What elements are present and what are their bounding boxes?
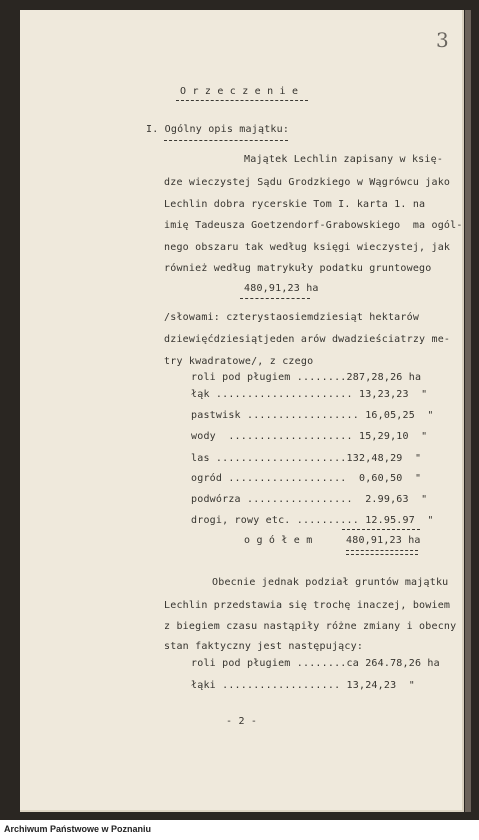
archive-footer <box>0 820 479 840</box>
item-leader: ..................... <box>209 453 347 464</box>
item-label: podwórza <box>191 494 241 505</box>
item-label: wody <box>191 431 216 442</box>
item-label: pastwisk <box>191 410 241 421</box>
item-label: roli pod pługiem <box>191 658 291 669</box>
item-leader: ........ <box>290 372 347 383</box>
item-label: roli pod pługiem <box>191 372 291 383</box>
item-label: ogród <box>191 473 223 484</box>
total-area-underline <box>240 298 310 299</box>
item-label: łąk <box>191 389 210 400</box>
slowami-line: try kwadratowe/, z czego <box>164 356 314 367</box>
item-value: 132,48,29 " <box>346 453 422 464</box>
list-item <box>191 453 421 465</box>
total-label: o g ó ł e m <box>244 535 313 546</box>
list-item <box>191 680 415 692</box>
item-leader: ................... <box>222 473 347 484</box>
item-leader: ........ <box>290 658 347 669</box>
sum-rule <box>342 529 420 530</box>
obecnie-line: Lechlin przedstawia się trochę inaczej, bowiem <box>164 600 451 611</box>
list-item <box>191 658 440 670</box>
slowami-line: /słowami: czterystaosiemdziesiąt hektarów <box>164 312 420 323</box>
item-value: 13,24,23 " <box>340 680 415 691</box>
item-value: 0,60,50 " <box>346 473 422 484</box>
obecnie-line: Obecnie jednak podział gruntów majątku <box>212 577 449 588</box>
item-leader: .......... <box>290 515 359 526</box>
slowami-line: dziewięćdziesiątjeden arów dwadzieściatrzy me- <box>164 334 451 345</box>
intro-line: również według matrykuły podatku gruntowego <box>164 263 432 274</box>
item-value: 15,29,10 " <box>352 431 428 442</box>
list-item <box>191 410 434 422</box>
list-item <box>191 473 421 485</box>
obecnie-line: stan faktyczny jest następujący: <box>164 641 364 652</box>
section-title-underline <box>164 140 288 141</box>
list-item <box>191 389 427 401</box>
item-label: drogi, rowy etc. <box>191 515 291 526</box>
intro-line: Majątek Lechlin zapisany w księ- <box>244 154 444 165</box>
item-leader: ...................... <box>209 389 353 400</box>
section-title: I. Ogólny opis majątku: <box>146 124 290 135</box>
heading: O r z e c z e n i e <box>180 86 299 97</box>
total-value: 480,91,23 ha <box>346 535 421 546</box>
list-item <box>191 494 427 506</box>
obecnie-line: z biegiem czasu nastąpiły różne zmiany i obecny <box>164 621 457 632</box>
item-value: 13,23,23 " <box>352 389 428 400</box>
item-value: 16,05,25 " <box>358 410 434 421</box>
list-item <box>191 372 421 384</box>
item-leader: .................... <box>215 431 353 442</box>
item-value: ca 264.78,26 ha <box>346 658 440 669</box>
page-number: - 2 - <box>226 716 258 727</box>
item-leader: .................. <box>240 410 359 421</box>
item-leader: ................. <box>240 494 353 505</box>
intro-line: imię Tadeusza Goetzendorf-Grabowskiego ma ogól- <box>164 220 463 231</box>
page-edge <box>465 10 471 812</box>
item-value: 12.95.97 " <box>358 515 434 526</box>
item-label: łąki <box>191 680 216 691</box>
heading-underline <box>176 100 308 101</box>
list-item <box>191 515 434 527</box>
item-value: 287,28,26 ha <box>346 372 422 383</box>
intro-line: nego obszaru tak według księgi wieczystej, jak <box>164 242 451 253</box>
folio-number: 3 <box>436 28 449 52</box>
item-leader: ................... <box>215 680 341 691</box>
item-label: las <box>191 453 210 464</box>
intro-line: Lechlin dobra rycerskie Tom I. karta 1. na <box>164 199 426 210</box>
total-area: 480,91,23 ha <box>244 283 319 294</box>
intro-line: dze wieczystej Sądu Grodzkiego w Wągrówcu jako <box>164 177 451 188</box>
archive-credit: Archiwum Państwowe w Poznaniu <box>4 824 152 834</box>
item-value: 2.99,63 " <box>352 494 428 505</box>
list-item <box>191 431 427 443</box>
total-double-underline <box>346 550 418 555</box>
